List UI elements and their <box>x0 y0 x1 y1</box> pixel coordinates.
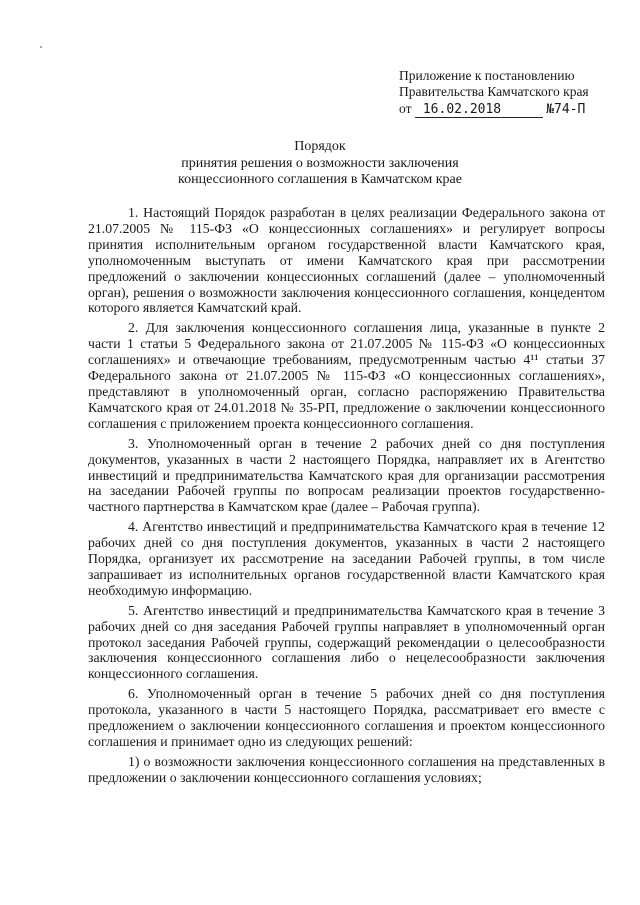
document-title <box>150 139 490 189</box>
title-line-2: принятия решения о возможности заключения <box>181 155 459 171</box>
document-number: №74-П <box>546 102 586 117</box>
paragraph-6-item-1: 1) о возможности заключения концессионного соглашения на представленных в предложении о заключении концессионного соглашения условиях; <box>88 753 605 785</box>
header-date-line <box>399 101 614 118</box>
header-line-1: Приложение к постановлению <box>399 68 575 83</box>
document-body <box>88 205 605 786</box>
title-line-3: концессионного соглашения в Камчатском крае <box>178 172 462 187</box>
paragraph-5: 5. Агентство инвестиций и предпринимательства Камчатского края в течение 3 рабочих дней со дня заседания Рабочей группы направляет в уполномоченный орган протокол заседания Рабочей группы, содержащий рекомендации о целесообразности заключения концессионного соглашения либо о нецелесообразности заключения концессионного соглашения. <box>88 602 605 682</box>
approval-header <box>399 68 614 118</box>
paragraph-4: 4. Агентство инвестиций и предпринимательства Камчатского края в течение 12 рабочих дней со дня поступления документов, указанных в части 2 настоящего Порядка, организует их рассмотрение на заседании Рабочей группы, в том числе запрашивает из исполнительных органов государственной власти Камчатского края необходимую информацию. <box>88 519 605 598</box>
header-line-2: Правительства Камчатского края <box>399 84 589 99</box>
paragraph-1: 1. Настоящий Порядок разработан в целях реализации Федерального закона от 21.07.2005 № 115-ФЗ «О концессионных соглашениях» и регулирует вопросы принятия исполнительным органом государственной власти Камчатского края, уполномоченным выступать от имени Камчатского края при рассмотрении предложений о заключении концессионных соглашений (далее – уполномоченный орган), решения о возможности заключения концессионного соглашения, концедентом которого является Камчатский край. <box>88 205 605 316</box>
date-value: 16.02.2018 <box>415 102 543 118</box>
paragraph-6: 6. Уполномоченный орган в течение 5 рабочих дней со дня поступления протокола, указанного в части 5 настоящего Порядка, рассматривает его вместе с предложением о заключении концессионного соглашения и проектом концессионного соглашения и принимает одно из следующих решений: <box>88 686 605 749</box>
title-line-1: Порядок <box>294 139 346 154</box>
paragraph-2: 2. Для заключения концессионного соглашения лица, указанные в пункте 2 части 1 статьи 5 Федерального закона от 21.07.2005 № 115-ФЗ «О концессионных соглашениях» и отвечающие требованиям, предусмотренным частью 4¹¹ статьи 37 Федерального закона от 21.07.2005 № 115-ФЗ «О концессионных соглашениях», представляют в уполномоченный орган, согласно распоряжению Правительства Камчатского края от 24.01.2018 № 35-РП, предложение о заключении концессионного соглашения с приложением проекта концессионного соглашения. <box>88 320 605 431</box>
date-prefix: от <box>399 101 412 116</box>
paragraph-3: 3. Уполномоченный орган в течение 2 рабочих дней со дня поступления документов, указанных в части 2 настоящего Порядка, направляет их в Агентство инвестиций и предпринимательства Камчатского края для организации рассмотрения на заседании Рабочей группы по вопросам реализации проектов государственно-частного партнерства в Камчатском крае (далее – Рабочая группа). <box>88 435 605 515</box>
scan-speck <box>40 46 42 48</box>
